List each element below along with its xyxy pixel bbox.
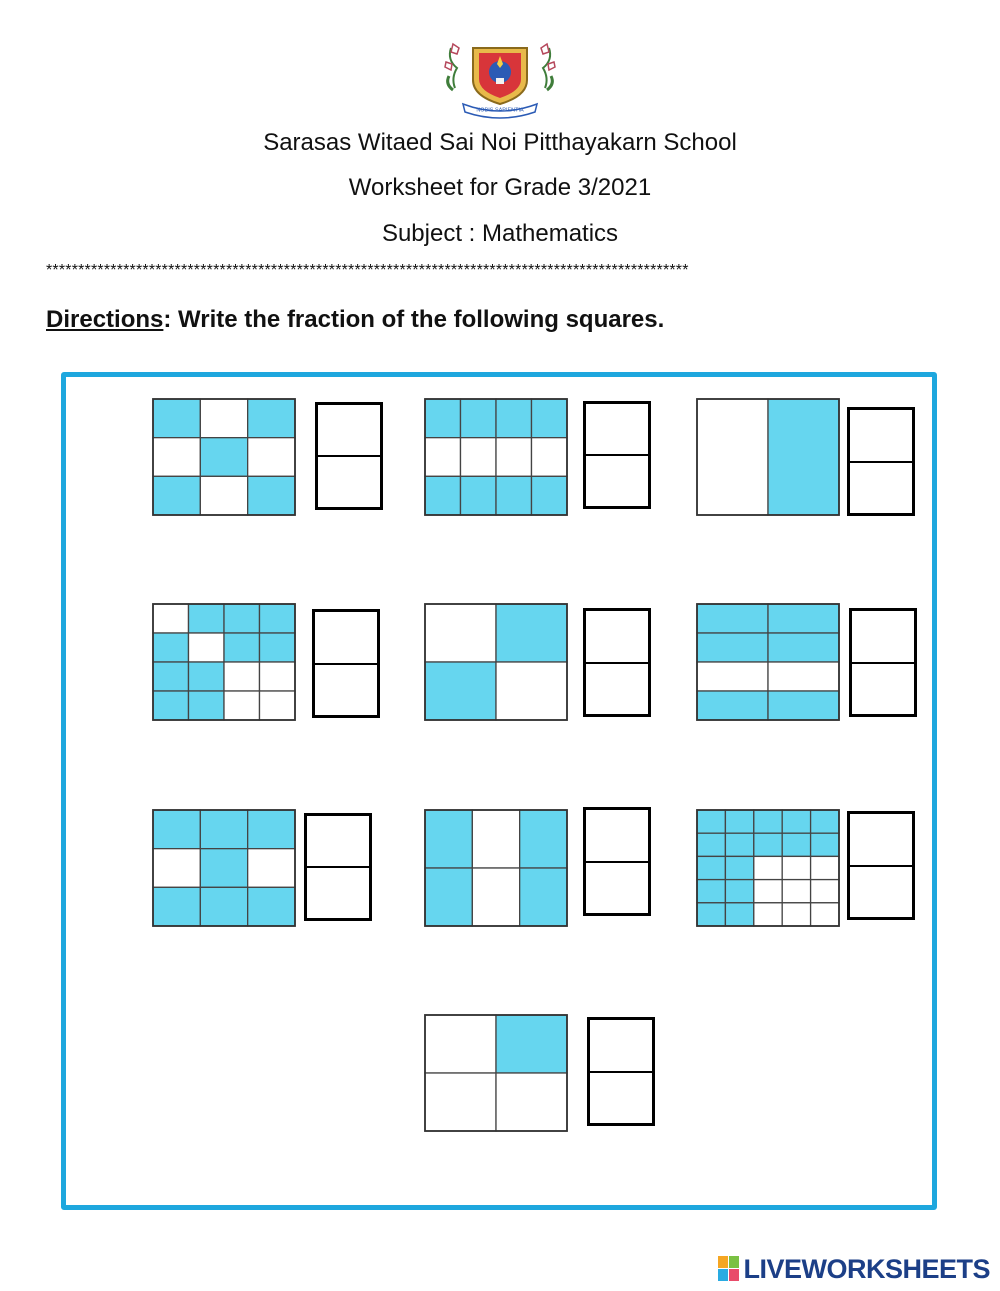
fraction-grid-4 [153, 604, 295, 720]
shaded-cell [520, 868, 567, 926]
shaded-cell [425, 868, 472, 926]
shaded-cell [768, 691, 839, 720]
shaded-cell [200, 438, 247, 477]
answer-box-10 [587, 1017, 655, 1126]
unshaded-cell [200, 476, 247, 515]
shaded-cell [425, 476, 461, 515]
unshaded-cell [260, 691, 296, 720]
shaded-cell [725, 880, 753, 903]
fraction-grid-2 [425, 399, 567, 515]
unshaded-cell [754, 903, 782, 926]
unshaded-cell [425, 1015, 496, 1073]
shaded-cell [248, 887, 295, 926]
answer-box-7 [304, 813, 372, 921]
denominator-input-3[interactable] [850, 462, 916, 516]
answer-box-8 [583, 807, 651, 916]
unshaded-cell [200, 399, 247, 438]
shaded-cell [200, 810, 247, 849]
liveworksheets-brand [718, 1253, 990, 1285]
numerator-input-2[interactable] [586, 404, 652, 457]
shaded-cell [189, 691, 225, 720]
shaded-cell [697, 633, 768, 662]
unshaded-cell [496, 1073, 567, 1131]
unshaded-cell [248, 438, 295, 477]
denominator-input-6[interactable] [852, 663, 918, 717]
denominator-input-4[interactable] [315, 664, 381, 718]
shaded-cell [200, 887, 247, 926]
answer-box-3 [847, 407, 915, 516]
numerator-input-5[interactable] [586, 611, 652, 665]
logo-right-flower-icon [541, 44, 555, 90]
shaded-cell [153, 887, 200, 926]
shaded-cell [224, 633, 260, 662]
shaded-cell [153, 633, 189, 662]
unshaded-cell [425, 1073, 496, 1131]
shaded-cell [725, 903, 753, 926]
shaded-cell [768, 633, 839, 662]
shaded-cell [697, 856, 725, 879]
logo-left-flower-icon [445, 44, 459, 90]
shaded-cell [811, 833, 839, 856]
shaded-cell [697, 833, 725, 856]
shaded-cell [496, 1015, 567, 1073]
shaded-cell [224, 604, 260, 633]
subject-line: Subject : Mathematics [381, 220, 619, 247]
denominator-input-2[interactable] [586, 455, 652, 508]
separator-line: **************************************************************************************************** [46, 262, 689, 279]
answer-box-9 [847, 811, 915, 920]
shaded-cell [248, 810, 295, 849]
numerator-input-3[interactable] [850, 410, 916, 464]
shaded-cell [768, 604, 839, 633]
unshaded-cell [472, 810, 519, 868]
numerator-input-9[interactable] [850, 814, 916, 868]
unshaded-cell [811, 856, 839, 879]
unshaded-cell [248, 849, 295, 888]
directions-text: : Write the fraction of the following squares. [163, 306, 665, 333]
unshaded-cell [153, 438, 200, 477]
brand-name: LIVEWORKSHEETS [743, 1254, 990, 1284]
shaded-cell [461, 399, 497, 438]
shaded-cell [697, 810, 725, 833]
shaded-cell [248, 476, 295, 515]
denominator-input-7[interactable] [307, 867, 373, 920]
answer-box-2 [583, 401, 651, 509]
shaded-cell [153, 662, 189, 691]
shaded-cell [425, 810, 472, 868]
logo-shield-icon [473, 48, 527, 104]
fraction-grid-1 [153, 399, 295, 515]
unshaded-cell [496, 438, 532, 477]
shaded-cell [811, 810, 839, 833]
shaded-cell [782, 810, 810, 833]
shaded-cell [260, 604, 296, 633]
shaded-cell [153, 810, 200, 849]
unshaded-cell [811, 880, 839, 903]
unshaded-cell [224, 691, 260, 720]
shaded-cell [153, 691, 189, 720]
shaded-cell [754, 810, 782, 833]
school-name: Sarasas Witaed Sai Noi Pitthayakarn School [263, 129, 737, 156]
unshaded-cell [189, 633, 225, 662]
unshaded-cell [425, 438, 461, 477]
numerator-input-10[interactable] [590, 1020, 656, 1074]
denominator-input-9[interactable] [850, 866, 916, 920]
fraction-grid-3 [697, 399, 839, 515]
unshaded-cell [425, 604, 496, 662]
numerator-input-7[interactable] [307, 816, 373, 869]
unshaded-cell [153, 604, 189, 633]
unshaded-cell [782, 880, 810, 903]
fraction-grid-6 [697, 604, 839, 720]
shaded-cell [697, 903, 725, 926]
shaded-cell [425, 662, 496, 720]
unshaded-cell [496, 662, 567, 720]
shaded-cell [782, 833, 810, 856]
shaded-cell [461, 476, 497, 515]
unshaded-cell [472, 868, 519, 926]
shaded-cell [200, 849, 247, 888]
directions-heading [46, 306, 664, 334]
fraction-grid-5 [425, 604, 567, 720]
shaded-cell [496, 399, 532, 438]
live-badge-icon [718, 1256, 740, 1282]
shaded-cell [697, 880, 725, 903]
denominator-input-8[interactable] [586, 862, 652, 916]
answer-box-5 [583, 608, 651, 717]
unshaded-cell [811, 903, 839, 926]
shaded-cell [725, 810, 753, 833]
fraction-grid-10 [425, 1015, 567, 1131]
unshaded-cell [754, 856, 782, 879]
shaded-cell [189, 662, 225, 691]
unshaded-cell [768, 662, 839, 691]
numerator-input-1[interactable] [318, 405, 384, 458]
fraction-grid-9 [697, 810, 839, 926]
shaded-cell [248, 399, 295, 438]
shaded-cell [260, 633, 296, 662]
shaded-cell [725, 833, 753, 856]
shaded-cell [697, 691, 768, 720]
fraction-grid-7 [153, 810, 295, 926]
directions-label: Directions [46, 306, 164, 333]
unshaded-cell [697, 662, 768, 691]
denominator-input-10[interactable] [590, 1072, 656, 1126]
shaded-cell [520, 810, 567, 868]
answer-box-1 [315, 402, 383, 510]
shaded-cell [153, 399, 200, 438]
shaded-cell [496, 604, 567, 662]
answer-box-4 [312, 609, 380, 718]
fraction-grid-8 [425, 810, 567, 926]
shaded-cell [496, 476, 532, 515]
shaded-cell [768, 399, 839, 515]
answer-box-6 [849, 608, 917, 717]
denominator-input-1[interactable] [318, 456, 384, 509]
denominator-input-5[interactable] [586, 663, 652, 717]
shaded-cell [153, 476, 200, 515]
shaded-cell [425, 399, 461, 438]
numerator-input-4[interactable] [315, 612, 381, 666]
unshaded-cell [782, 903, 810, 926]
shaded-cell [725, 856, 753, 879]
unshaded-cell [697, 399, 768, 515]
shaded-cell [532, 476, 568, 515]
numerator-input-8[interactable] [586, 810, 652, 864]
unshaded-cell [224, 662, 260, 691]
school-logo [443, 38, 557, 120]
unshaded-cell [754, 880, 782, 903]
unshaded-cell [153, 849, 200, 888]
unshaded-cell [782, 856, 810, 879]
shaded-cell [532, 399, 568, 438]
shaded-cell [754, 833, 782, 856]
unshaded-cell [532, 438, 568, 477]
unshaded-cell [260, 662, 296, 691]
worksheet-title: Worksheet for Grade 3/2021 [348, 174, 652, 201]
numerator-input-6[interactable] [852, 611, 918, 665]
logo-motto: NOBIS SAPIENTIA [476, 107, 524, 114]
shaded-cell [697, 604, 768, 633]
shaded-cell [189, 604, 225, 633]
unshaded-cell [461, 438, 497, 477]
